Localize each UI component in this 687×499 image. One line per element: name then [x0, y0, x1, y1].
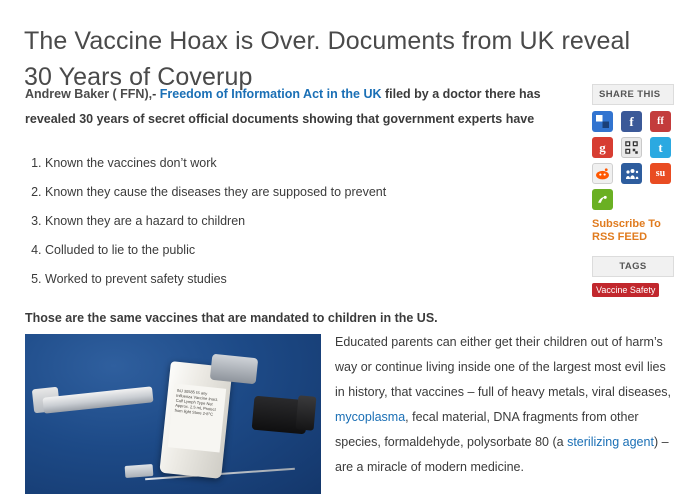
list-item: 2. Known they cause the diseases they are supposed to prevent [45, 181, 585, 203]
mycoplasma-link[interactable]: mycoplasma [335, 410, 406, 424]
delicious-glyph [596, 115, 609, 128]
google-plus-icon[interactable]: g [592, 137, 613, 158]
claims-list [25, 152, 585, 290]
myspace-icon[interactable] [621, 163, 642, 184]
list-item: 1. Known the vaccines don’t work [45, 152, 585, 174]
article-lede [25, 82, 585, 132]
stumbleupon-icon[interactable]: su [650, 163, 671, 184]
page-title: The Vaccine Hoax is Over. Documents from UK reveal 30 Years of Coverup [24, 26, 631, 91]
twitter-icon[interactable]: t [650, 137, 671, 158]
list-item: 3. Known they are a hazard to children [45, 210, 585, 232]
technorati-glyph [596, 193, 609, 206]
sidebar [592, 84, 674, 298]
article-column [25, 82, 585, 328]
reddit-icon[interactable] [592, 163, 613, 184]
rss-subscribe-link[interactable] [592, 218, 674, 244]
body-part-3: ) – are a miracle of modern medicine. [335, 435, 669, 474]
technorati-icon[interactable] [592, 189, 613, 210]
syringe-barrel-icon [42, 386, 153, 413]
list-item: 4. Colluded to lie to the public [45, 239, 585, 261]
rss-line-1: Subscribe To [592, 218, 661, 230]
vial-label-text: INJ 30585 IS any Influenza Vaccine Inact. Calf Lymph Type Net Approx. 2.5 mL Protect from light Store 2-8°C [168, 383, 226, 452]
myspace-glyph [625, 168, 639, 180]
delicious-icon[interactable] [592, 111, 613, 132]
lede-tail: filed by a doctor there has revealed 30 years of secret official documents showing that government experts have [25, 87, 541, 126]
list-item: 5. Worked to prevent safety studies [45, 268, 585, 290]
body-part-2: , fecal material, DNA fragments from other species, formaldehyde, polysorbate 80 (a [335, 410, 639, 449]
facebook-icon[interactable]: f [621, 111, 642, 132]
article-kicker: Those are the same vaccines that are mandated to children in the US. [25, 311, 438, 325]
friendfeed-icon[interactable]: ff [650, 111, 671, 132]
needle-hub-icon [125, 464, 154, 478]
sterilizing-agent-link[interactable]: sterilizing agent [567, 435, 654, 449]
byline: Andrew Baker ( FFN), [25, 87, 153, 101]
vaccine-photo [25, 334, 321, 494]
body-part-1: Educated parents can either get their children out of harm’s way or continue living inside one of the largest most evil lies in history, that vaccines – full of heavy metals, viral diseases, [335, 335, 672, 399]
qr-code-icon[interactable] [621, 137, 642, 158]
share-this-heading: SHARE THIS [592, 84, 674, 105]
reddit-glyph [595, 167, 610, 180]
tags-heading: TAGS [592, 256, 674, 277]
tag-vaccine-safety[interactable]: Vaccine Safety [592, 283, 659, 297]
share-buttons [592, 111, 674, 210]
lede-dash: - [152, 87, 160, 101]
qr-glyph [624, 140, 639, 155]
article-body [25, 330, 673, 499]
foia-link[interactable]: Freedom of Information Act in the UK [159, 87, 382, 101]
rss-line-2: RSS FEED [592, 231, 648, 243]
second-vial-cap-icon [296, 395, 317, 430]
vial-cap-icon [210, 354, 258, 385]
